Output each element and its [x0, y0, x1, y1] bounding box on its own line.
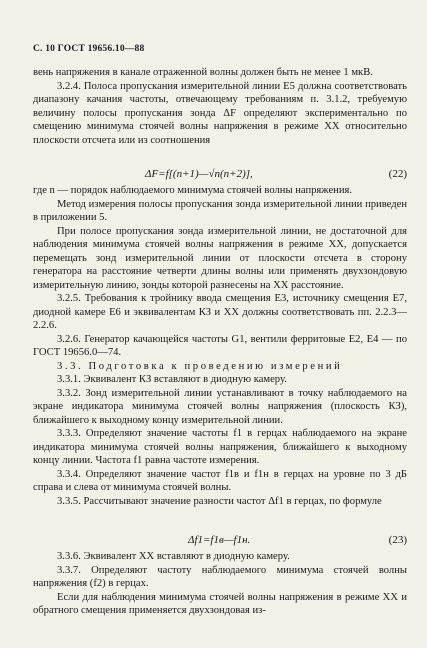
- paragraph: Если для наблюдения минимума стоячей волны напряжения в режиме ХХ и обратного смещения применяется двухзондовая из-: [33, 591, 407, 616]
- paragraph: 3.3.2. Зонд измерительной линии устанавливают в точку наблюдаемого на экране индикатора минимума стоячей волны напряжения (плоскость КЗ), ближайшего к выходному концу измерительной линии.: [33, 387, 407, 426]
- formula-expression: ΔF=f[(n+1)—√n(n+2)],: [145, 168, 253, 180]
- paragraph: При полосе пропускания зонда измерительной линии, не достаточной для наблюдения минимума стоячей волны напряжения в режиме ХХ, допускается перемещать зонд измерительной линии от плоскости отсчета в сторону генератора на расстояние четверти длины волны или применять двухзондовую измерительную линию, зонды которой разнесены на ХХ расстояние.: [33, 225, 407, 291]
- paragraph: вень напряжения в канале отраженной волны должен быть не менее 1 мкВ.: [33, 67, 373, 78]
- paragraph: Метод измерения полосы пропускания зонда измерительной линии приведен в приложении 5.: [33, 198, 407, 223]
- paragraph: 3.3.6. Эквивалент ХХ вставляют в диодную камеру.: [57, 551, 290, 562]
- formula-expression: Δf1=f1в—f1н.: [188, 534, 251, 546]
- paragraph: 3.3.3. Определяют значение частоты f1 в герцах наблюдаемого на экране индикатора минимума стоячей волны напряжения, ближайшего к выходному концу линии. Частота f1 равна частоте измерения.: [33, 428, 407, 466]
- text-block-1: [33, 66, 407, 147]
- formula-number: (23): [388, 534, 407, 546]
- paragraph: 3.3.7. Определяют частоту наблюдаемого минимума стоячей волны напряжения (f2) в герцах.: [33, 564, 407, 589]
- paragraph: 3.3.4. Определяют значение частот f1в и f1н в герцах на уровне по 3 дБ справа и слева от минимума стоячей волны.: [33, 468, 407, 493]
- text-block-2: [33, 184, 407, 508]
- paragraph: 3.2.5. Требования к тройнику ввода смещения Е3, источнику смещения Е7, диодной камере Е6 и эквивалентам КЗ и ХХ должны соответствовать пп. 2.2.3—2.2.6.: [33, 293, 407, 331]
- paragraph: 3.2.6. Генератор качающейся частоты G1, вентили ферритовые Е2, Е4 — по ГОСТ 19656.0—74.: [33, 333, 407, 358]
- section-heading: 3.3. Подготовка к проведению измерений: [57, 360, 343, 372]
- paragraph: где n — порядок наблюдаемого минимума стоячей волны напряжения.: [33, 185, 353, 196]
- formula-22: [33, 168, 407, 184]
- paragraph: 3.3.1. Эквивалент КЗ вставляют в диодную камеру.: [57, 374, 287, 385]
- page-header: С. 10 ГОСТ 19656.10—88: [33, 44, 145, 54]
- formula-23: [33, 534, 407, 550]
- paragraph: 3.3.5. Рассчитывают значение разности частот Δf1 в герцах, по формуле: [57, 495, 382, 507]
- paragraph: 3.2.4. Полоса пропускания измерительной линии Е5 должна соответствовать диапазону качания частоты, отвечающему требованиям п. 3.1.2, требуемую величину полосы пропускания зонда ΔF определяют экспериментально по смещению минимума стоячей волны напряжения в режиме ХХ относительно плоскости отсчета или из соотношения: [33, 80, 407, 146]
- text-block-3: [33, 550, 407, 618]
- formula-number: (22): [388, 168, 407, 180]
